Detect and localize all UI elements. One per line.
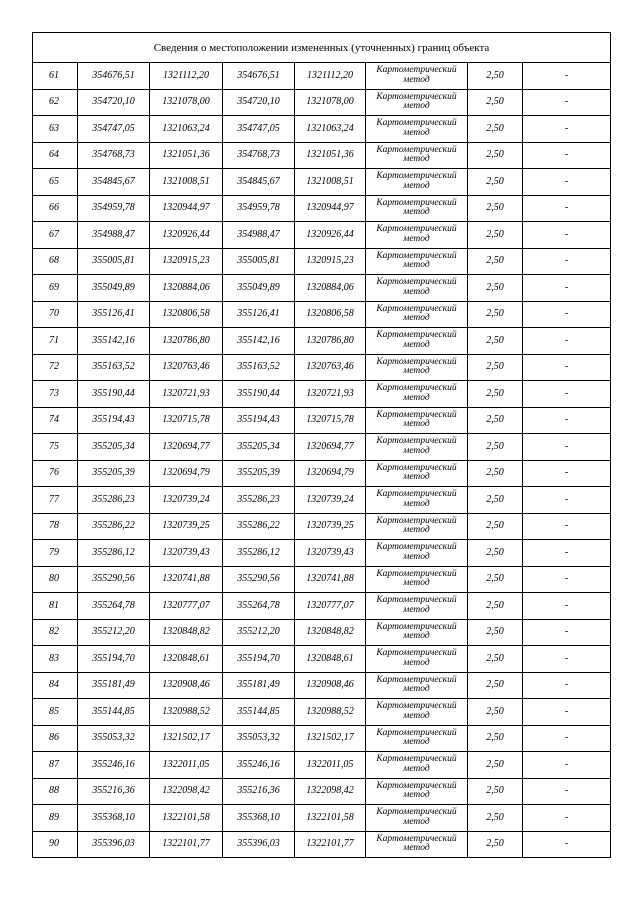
existing-y-cell: 1320721,93 [150,381,223,408]
accuracy-cell: 2,50 [468,222,523,249]
new-x-cell: 355005,81 [223,248,295,275]
new-x-cell: 355212,20 [223,619,295,646]
table-row [33,752,611,779]
new-x-cell: 354747,05 [223,116,295,143]
accuracy-cell: 2,50 [468,619,523,646]
description-cell: - [523,672,611,699]
existing-x-cell: 354768,73 [78,142,150,169]
existing-x-cell: 354959,78 [78,195,150,222]
accuracy-cell: 2,50 [468,169,523,196]
new-x-cell: 355144,85 [223,699,295,726]
table-row [33,805,611,832]
new-y-cell: 1320944,97 [295,195,366,222]
point-number-cell: 76 [33,460,78,487]
method-cell: Картометрический метод [366,513,468,540]
existing-x-cell: 355163,52 [78,354,150,381]
new-y-cell: 1321063,24 [295,116,366,143]
point-number-cell: 71 [33,328,78,355]
new-y-cell: 1320739,25 [295,513,366,540]
new-x-cell: 355264,78 [223,593,295,620]
existing-x-cell: 355246,16 [78,752,150,779]
new-x-cell: 355205,39 [223,460,295,487]
new-y-cell: 1320777,07 [295,593,366,620]
existing-x-cell: 355286,23 [78,487,150,514]
point-number-cell: 68 [33,248,78,275]
table-row [33,566,611,593]
accuracy-cell: 2,50 [468,248,523,275]
existing-y-cell: 1322101,77 [150,831,223,858]
point-number-cell: 85 [33,699,78,726]
table-row [33,142,611,169]
table-row [33,831,611,858]
table-row [33,619,611,646]
table-row [33,725,611,752]
table-row [33,460,611,487]
existing-y-cell: 1320741,88 [150,566,223,593]
existing-y-cell: 1320786,80 [150,328,223,355]
accuracy-cell: 2,50 [468,434,523,461]
new-x-cell: 354768,73 [223,142,295,169]
new-y-cell: 1320739,43 [295,540,366,567]
new-y-cell: 1320694,77 [295,434,366,461]
description-cell: - [523,540,611,567]
point-number-cell: 70 [33,301,78,328]
new-x-cell: 355290,56 [223,566,295,593]
existing-y-cell: 1321008,51 [150,169,223,196]
new-x-cell: 355194,70 [223,646,295,673]
new-y-cell: 1320806,58 [295,301,366,328]
existing-x-cell: 355205,39 [78,460,150,487]
existing-x-cell: 355053,32 [78,725,150,752]
new-x-cell: 355163,52 [223,354,295,381]
table-row [33,381,611,408]
new-y-cell: 1320926,44 [295,222,366,249]
new-x-cell: 355396,03 [223,831,295,858]
new-y-cell: 1320715,78 [295,407,366,434]
point-number-cell: 77 [33,487,78,514]
existing-y-cell: 1322098,42 [150,778,223,805]
method-cell: Картометрический метод [366,540,468,567]
method-cell: Картометрический метод [366,407,468,434]
point-number-cell: 79 [33,540,78,567]
description-cell: - [523,487,611,514]
description-cell: - [523,275,611,302]
method-cell: Картометрический метод [366,619,468,646]
accuracy-cell: 2,50 [468,778,523,805]
description-cell: - [523,222,611,249]
point-number-cell: 87 [33,752,78,779]
existing-x-cell: 355049,89 [78,275,150,302]
accuracy-cell: 2,50 [468,354,523,381]
table-row [33,540,611,567]
point-number-cell: 90 [33,831,78,858]
description-cell: - [523,354,611,381]
description-cell: - [523,434,611,461]
method-cell: Картометрический метод [366,434,468,461]
existing-y-cell: 1321051,36 [150,142,223,169]
method-cell: Картометрический метод [366,778,468,805]
existing-y-cell: 1321112,20 [150,63,223,90]
existing-y-cell: 1320763,46 [150,354,223,381]
table-row [33,593,611,620]
new-y-cell: 1321051,36 [295,142,366,169]
accuracy-cell: 2,50 [468,566,523,593]
description-cell: - [523,248,611,275]
existing-y-cell: 1320944,97 [150,195,223,222]
table-row [33,275,611,302]
method-cell: Картометрический метод [366,301,468,328]
new-y-cell: 1320848,61 [295,646,366,673]
description-cell: - [523,805,611,832]
new-x-cell: 355246,16 [223,752,295,779]
existing-x-cell: 354747,05 [78,116,150,143]
new-x-cell: 355194,43 [223,407,295,434]
accuracy-cell: 2,50 [468,89,523,116]
accuracy-cell: 2,50 [468,301,523,328]
accuracy-cell: 2,50 [468,593,523,620]
existing-x-cell: 355142,16 [78,328,150,355]
method-cell: Картометрический метод [366,89,468,116]
description-cell: - [523,778,611,805]
table-row [33,407,611,434]
table-row [33,646,611,673]
accuracy-cell: 2,50 [468,116,523,143]
method-cell: Картометрический метод [366,752,468,779]
new-y-cell: 1322101,77 [295,831,366,858]
new-y-cell: 1320694,79 [295,460,366,487]
existing-y-cell: 1321502,17 [150,725,223,752]
accuracy-cell: 2,50 [468,540,523,567]
point-number-cell: 72 [33,354,78,381]
description-cell: - [523,699,611,726]
new-y-cell: 1320739,24 [295,487,366,514]
table-row [33,778,611,805]
method-cell: Картометрический метод [366,195,468,222]
point-number-cell: 62 [33,89,78,116]
table-row [33,89,611,116]
method-cell: Картометрический метод [366,672,468,699]
method-cell: Картометрический метод [366,354,468,381]
description-cell: - [523,752,611,779]
new-x-cell: 355053,32 [223,725,295,752]
new-x-cell: 355181,49 [223,672,295,699]
new-y-cell: 1320884,06 [295,275,366,302]
existing-y-cell: 1320915,23 [150,248,223,275]
existing-y-cell: 1320715,78 [150,407,223,434]
new-y-cell: 1320988,52 [295,699,366,726]
new-x-cell: 355049,89 [223,275,295,302]
method-cell: Картометрический метод [366,593,468,620]
point-number-cell: 84 [33,672,78,699]
description-cell: - [523,328,611,355]
accuracy-cell: 2,50 [468,328,523,355]
point-number-cell: 74 [33,407,78,434]
point-number-cell: 75 [33,434,78,461]
method-cell: Картометрический метод [366,831,468,858]
table-row [33,248,611,275]
new-x-cell: 355216,36 [223,778,295,805]
new-y-cell: 1320915,23 [295,248,366,275]
accuracy-cell: 2,50 [468,142,523,169]
method-cell: Картометрический метод [366,142,468,169]
accuracy-cell: 2,50 [468,699,523,726]
point-number-cell: 82 [33,619,78,646]
method-cell: Картометрический метод [366,275,468,302]
existing-x-cell: 354988,47 [78,222,150,249]
accuracy-cell: 2,50 [468,487,523,514]
description-cell: - [523,593,611,620]
description-cell: - [523,831,611,858]
table-row [33,434,611,461]
description-cell: - [523,63,611,90]
new-y-cell: 1320721,93 [295,381,366,408]
point-number-cell: 61 [33,63,78,90]
existing-y-cell: 1320884,06 [150,275,223,302]
method-cell: Картометрический метод [366,566,468,593]
existing-y-cell: 1321078,00 [150,89,223,116]
existing-x-cell: 355005,81 [78,248,150,275]
existing-x-cell: 355126,41 [78,301,150,328]
new-x-cell: 354676,51 [223,63,295,90]
existing-y-cell: 1320848,82 [150,619,223,646]
description-cell: - [523,460,611,487]
table-row [33,328,611,355]
new-y-cell: 1321078,00 [295,89,366,116]
accuracy-cell: 2,50 [468,646,523,673]
description-cell: - [523,116,611,143]
table-row [33,699,611,726]
point-number-cell: 89 [33,805,78,832]
table-body [33,63,611,858]
method-cell: Картометрический метод [366,487,468,514]
description-cell: - [523,89,611,116]
existing-y-cell: 1320988,52 [150,699,223,726]
new-y-cell: 1320848,82 [295,619,366,646]
new-x-cell: 354720,10 [223,89,295,116]
existing-x-cell: 355286,12 [78,540,150,567]
accuracy-cell: 2,50 [468,381,523,408]
accuracy-cell: 2,50 [468,63,523,90]
existing-x-cell: 354845,67 [78,169,150,196]
existing-y-cell: 1320694,77 [150,434,223,461]
table-row [33,487,611,514]
point-number-cell: 73 [33,381,78,408]
new-y-cell: 1320786,80 [295,328,366,355]
accuracy-cell: 2,50 [468,195,523,222]
accuracy-cell: 2,50 [468,831,523,858]
method-cell: Картометрический метод [366,725,468,752]
new-x-cell: 355286,12 [223,540,295,567]
existing-x-cell: 355194,43 [78,407,150,434]
new-y-cell: 1322101,58 [295,805,366,832]
method-cell: Картометрический метод [366,646,468,673]
method-cell: Картометрический метод [366,805,468,832]
new-y-cell: 1321112,20 [295,63,366,90]
new-x-cell: 355286,22 [223,513,295,540]
existing-y-cell: 1320848,61 [150,646,223,673]
method-cell: Картометрический метод [366,248,468,275]
existing-x-cell: 355368,10 [78,805,150,832]
new-x-cell: 354988,47 [223,222,295,249]
accuracy-cell: 2,50 [468,407,523,434]
boundary-coordinates-table [32,32,611,858]
existing-y-cell: 1322011,05 [150,752,223,779]
description-cell: - [523,169,611,196]
existing-y-cell: 1320777,07 [150,593,223,620]
method-cell: Картометрический метод [366,381,468,408]
description-cell: - [523,725,611,752]
existing-y-cell: 1320908,46 [150,672,223,699]
new-x-cell: 355142,16 [223,328,295,355]
description-cell: - [523,195,611,222]
accuracy-cell: 2,50 [468,513,523,540]
point-number-cell: 69 [33,275,78,302]
method-cell: Картометрический метод [366,116,468,143]
method-cell: Картометрический метод [366,222,468,249]
accuracy-cell: 2,50 [468,275,523,302]
existing-x-cell: 355396,03 [78,831,150,858]
description-cell: - [523,566,611,593]
existing-y-cell: 1320739,24 [150,487,223,514]
point-number-cell: 64 [33,142,78,169]
point-number-cell: 80 [33,566,78,593]
point-number-cell: 66 [33,195,78,222]
method-cell: Картометрический метод [366,460,468,487]
new-y-cell: 1320741,88 [295,566,366,593]
new-y-cell: 1322011,05 [295,752,366,779]
description-cell: - [523,407,611,434]
point-number-cell: 88 [33,778,78,805]
new-y-cell: 1321502,17 [295,725,366,752]
new-x-cell: 354959,78 [223,195,295,222]
table-row [33,672,611,699]
existing-y-cell: 1320926,44 [150,222,223,249]
existing-x-cell: 355286,22 [78,513,150,540]
new-x-cell: 355286,23 [223,487,295,514]
method-cell: Картометрический метод [366,328,468,355]
description-cell: - [523,513,611,540]
existing-x-cell: 355216,36 [78,778,150,805]
table-title-row [33,33,611,63]
point-number-cell: 63 [33,116,78,143]
existing-y-cell: 1320694,79 [150,460,223,487]
existing-x-cell: 355290,56 [78,566,150,593]
table-row [33,195,611,222]
description-cell: - [523,619,611,646]
existing-x-cell: 355181,49 [78,672,150,699]
new-y-cell: 1321008,51 [295,169,366,196]
point-number-cell: 81 [33,593,78,620]
new-y-cell: 1322098,42 [295,778,366,805]
new-x-cell: 354845,67 [223,169,295,196]
table-title: Сведения о местоположении измененных (уточненных) границ объекта [33,33,611,63]
new-x-cell: 355126,41 [223,301,295,328]
point-number-cell: 83 [33,646,78,673]
existing-y-cell: 1320739,43 [150,540,223,567]
existing-y-cell: 1322101,58 [150,805,223,832]
new-x-cell: 355205,34 [223,434,295,461]
existing-x-cell: 354676,51 [78,63,150,90]
existing-y-cell: 1320739,25 [150,513,223,540]
table-row [33,513,611,540]
new-x-cell: 355368,10 [223,805,295,832]
method-cell: Картометрический метод [366,699,468,726]
table-row [33,301,611,328]
accuracy-cell: 2,50 [468,460,523,487]
existing-x-cell: 355264,78 [78,593,150,620]
accuracy-cell: 2,50 [468,805,523,832]
description-cell: - [523,142,611,169]
point-number-cell: 67 [33,222,78,249]
accuracy-cell: 2,50 [468,672,523,699]
description-cell: - [523,381,611,408]
table-row [33,169,611,196]
table-row [33,354,611,381]
accuracy-cell: 2,50 [468,725,523,752]
existing-x-cell: 354720,10 [78,89,150,116]
existing-x-cell: 355205,34 [78,434,150,461]
table-row [33,116,611,143]
point-number-cell: 86 [33,725,78,752]
new-y-cell: 1320908,46 [295,672,366,699]
existing-y-cell: 1320806,58 [150,301,223,328]
table-row [33,63,611,90]
description-cell: - [523,646,611,673]
existing-x-cell: 355144,85 [78,699,150,726]
point-number-cell: 65 [33,169,78,196]
table-row [33,222,611,249]
method-cell: Картометрический метод [366,63,468,90]
new-y-cell: 1320763,46 [295,354,366,381]
existing-x-cell: 355190,44 [78,381,150,408]
existing-x-cell: 355194,70 [78,646,150,673]
existing-x-cell: 355212,20 [78,619,150,646]
point-number-cell: 78 [33,513,78,540]
existing-y-cell: 1321063,24 [150,116,223,143]
method-cell: Картометрический метод [366,169,468,196]
new-x-cell: 355190,44 [223,381,295,408]
description-cell: - [523,301,611,328]
accuracy-cell: 2,50 [468,752,523,779]
